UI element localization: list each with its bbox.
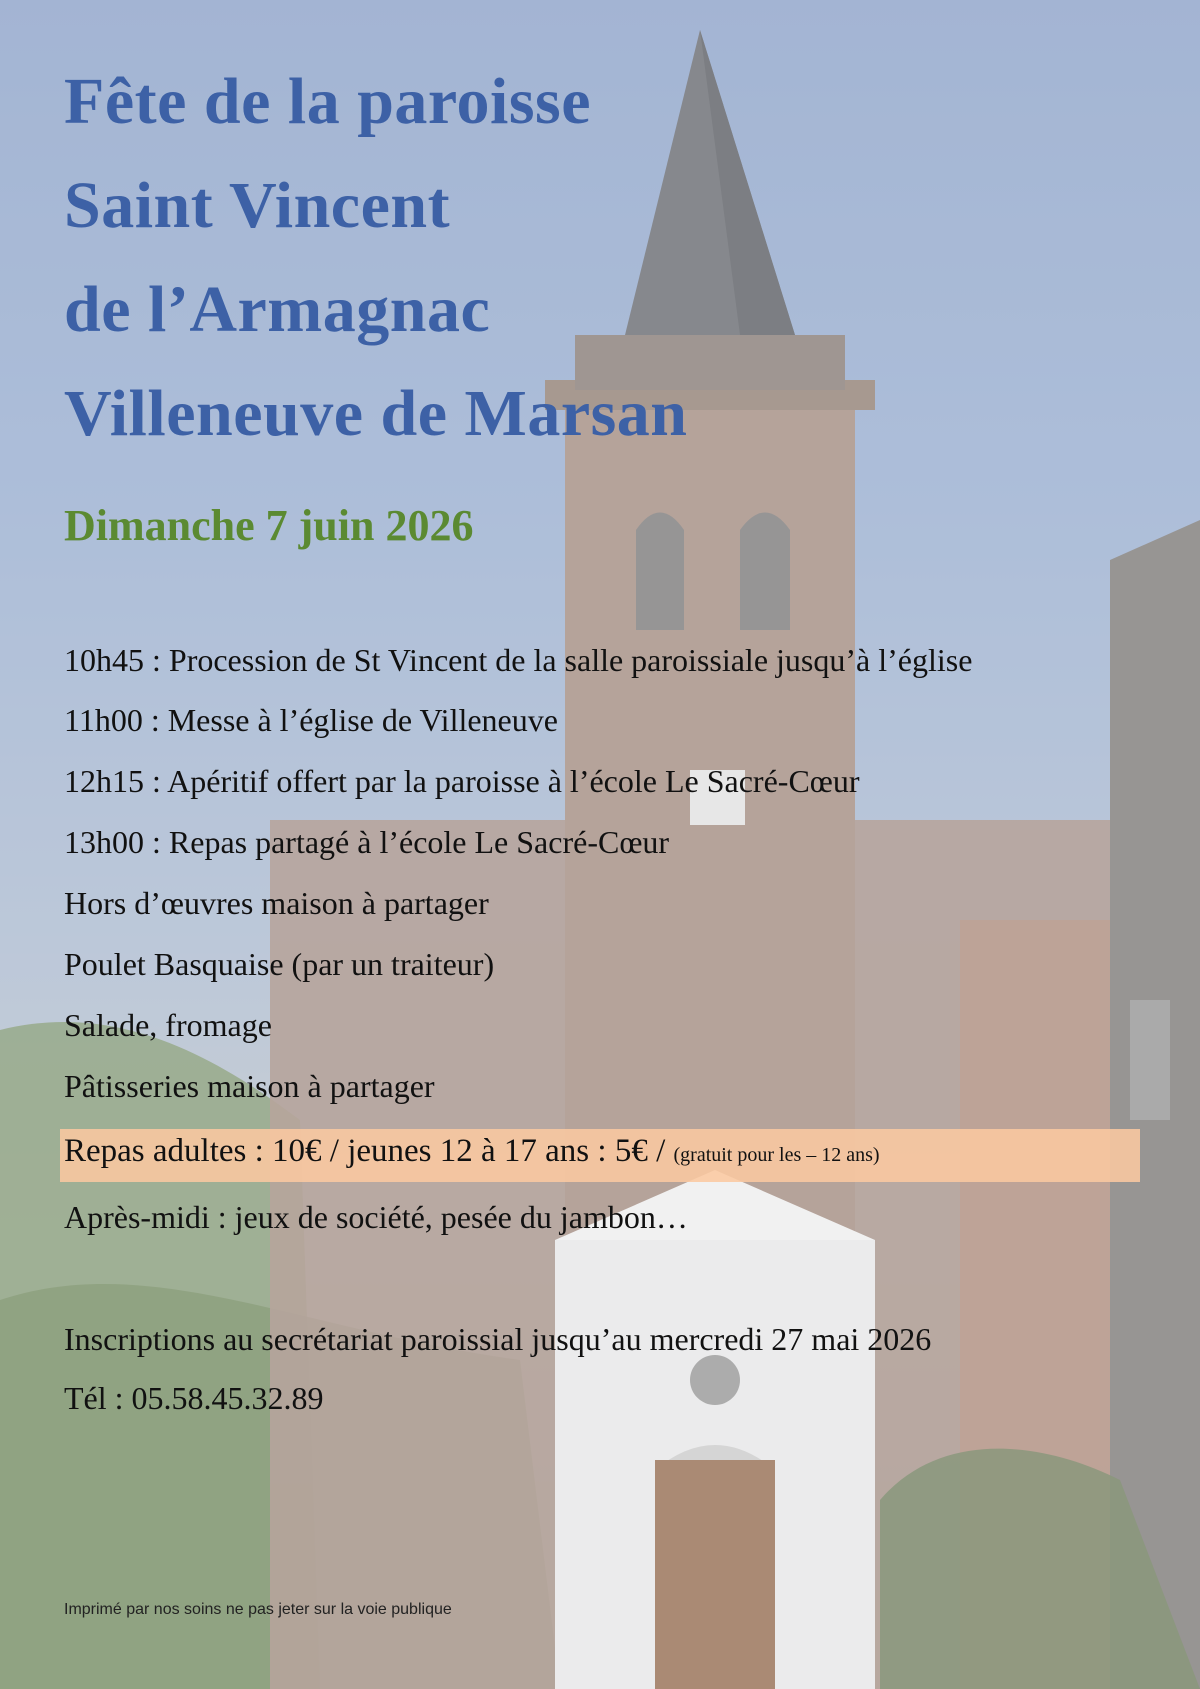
- title-line-1: Fête de la paroisse: [64, 65, 592, 138]
- registration-info: Inscriptions au secrétariat paroissial jusqu’au mercredi 27 mai 2026: [64, 1321, 932, 1357]
- menu-item: Poulet Basquaise (par un traiteur): [64, 946, 495, 982]
- price-text: Repas adultes : 10€ / jeunes 12 à 17 ans : 5€ /: [64, 1133, 674, 1169]
- menu-item: Hors d’œuvres maison à partager: [64, 885, 489, 921]
- program-item: 11h00 : Messe à l’église de Villeneuve: [64, 702, 558, 738]
- title-line-4: Villeneuve de Marsan: [64, 377, 688, 450]
- program-item: 12h15 : Apéritif offert par la paroisse à l’école Le Sacré-Cœur: [64, 763, 860, 799]
- program-item: 10h45 : Procession de St Vincent de la salle paroissiale jusqu’à l’église: [64, 642, 973, 678]
- price-note: (gratuit pour les – 12 ans): [673, 1144, 880, 1166]
- title-line-2: Saint Vincent: [64, 169, 451, 242]
- price-line: [64, 1133, 880, 1170]
- title-line-3: de l’Armagnac: [64, 273, 491, 346]
- menu-item: Pâtisseries maison à partager: [64, 1068, 435, 1104]
- event-date: Dimanche 7 juin 2026: [64, 501, 474, 550]
- footer-note: Imprimé par nos soins ne pas jeter sur la voie publique: [64, 1601, 452, 1618]
- phone-number: Tél : 05.58.45.32.89: [64, 1380, 324, 1416]
- afternoon-activities: Après-midi : jeux de société, pesée du jambon…: [64, 1199, 688, 1235]
- menu-item: Salade, fromage: [64, 1007, 272, 1043]
- program-item: 13h00 : Repas partagé à l’école Le Sacré-Cœur: [64, 824, 670, 860]
